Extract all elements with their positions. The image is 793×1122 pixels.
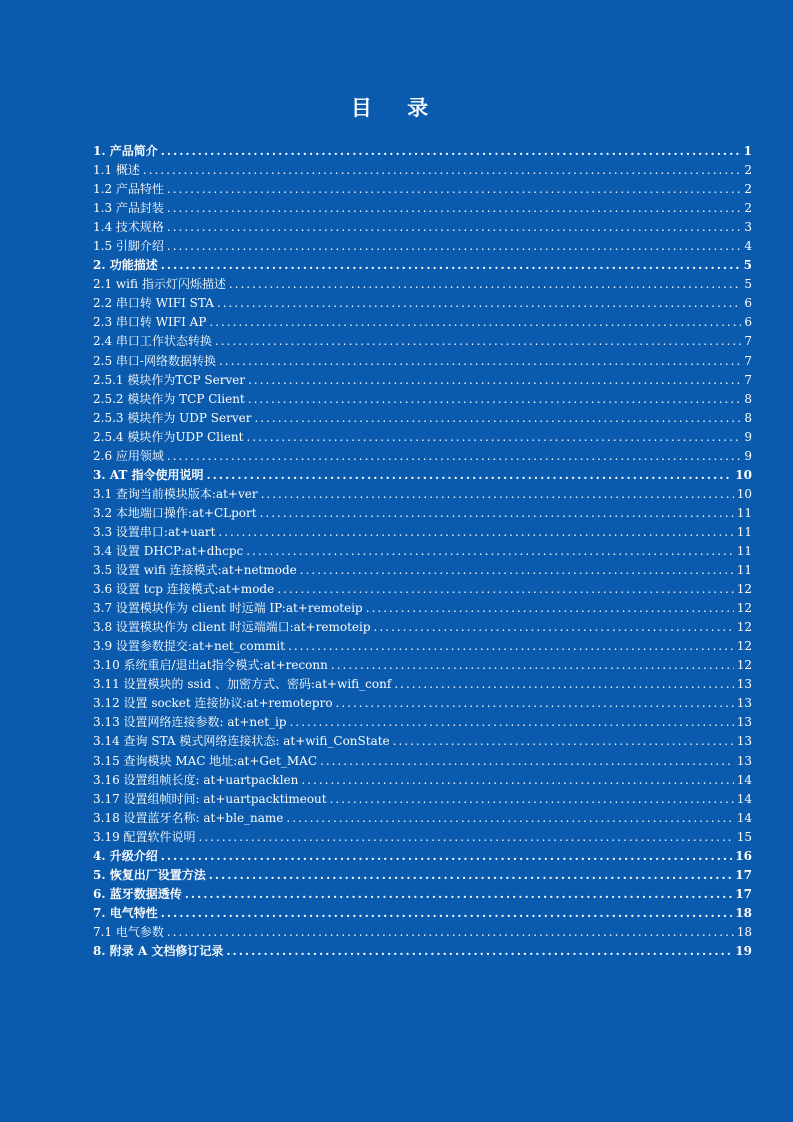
toc-leader-dots	[248, 390, 741, 409]
toc-entry-label: 2.5.4 模块作为UDP Client	[93, 429, 244, 444]
toc-entry-label: 2.2 串口转 WIFI STA	[93, 296, 214, 311]
toc-entry-label: 7.1 电气参数	[93, 924, 164, 939]
toc-entry-page-number: 2	[744, 182, 752, 197]
toc-entry[interactable]	[93, 542, 752, 561]
toc-leader-dots	[286, 809, 733, 828]
toc-entry-label: 3.12 设置 socket 连接协议:at+remotepro	[93, 696, 333, 711]
toc-entry-label: 3.6 设置 tcp 连接模式:at+mode	[93, 582, 275, 597]
toc-entry-label: 1.3 产品封装	[93, 201, 164, 216]
toc-leader-dots	[336, 694, 734, 713]
toc-entry[interactable]	[93, 866, 752, 885]
toc-leader-dots	[394, 675, 733, 694]
toc-entry[interactable]	[93, 942, 752, 961]
toc-entry-page-number: 13	[736, 753, 752, 768]
toc-leader-dots	[300, 561, 734, 580]
toc-entry[interactable]	[93, 523, 752, 542]
toc-title: 目 录	[350, 96, 443, 120]
toc-leader-dots	[161, 847, 733, 866]
toc-leader-dots	[330, 790, 734, 809]
toc-entry[interactable]	[93, 199, 752, 218]
toc-entry-label: 3.8 设置模块作为 client 时远端端口:at+remoteip	[93, 620, 371, 635]
toc-entry[interactable]	[93, 313, 752, 332]
toc-entry[interactable]	[93, 447, 752, 466]
toc-entry[interactable]	[93, 256, 752, 275]
toc-leader-dots	[320, 752, 734, 771]
toc-entry-page-number: 7	[744, 353, 752, 368]
toc-entry-page-number: 10	[735, 467, 752, 482]
toc-entry-page-number: 5	[744, 277, 752, 292]
toc-entry-page-number: 11	[736, 505, 752, 520]
toc-entry-page-number: 7	[744, 334, 752, 349]
toc-entry-page-number: 6	[744, 315, 752, 330]
toc-entry-label: 2.5.1 模块作为TCP Server	[93, 372, 246, 387]
toc-leader-dots	[261, 485, 734, 504]
toc-entry-page-number: 11	[736, 543, 752, 558]
toc-entry-label: 6. 蓝牙数据透传	[93, 886, 182, 901]
toc-entry-page-number: 14	[736, 791, 752, 806]
toc-entry[interactable]	[93, 390, 752, 409]
toc-entry-page-number: 18	[736, 924, 752, 939]
toc-leader-dots	[217, 294, 741, 313]
toc-entry-label: 2.1 wifi 指示灯闪烁描述	[93, 277, 226, 292]
toc-entry-label: 3.10 系统重启/退出at指令模式:at+reconn	[93, 658, 328, 673]
toc-leader-dots	[161, 904, 733, 923]
toc-entry[interactable]	[93, 713, 752, 732]
toc-leader-dots	[218, 523, 733, 542]
toc-entry-label: 3.3 设置串口:at+uart	[93, 524, 216, 539]
toc-leader-dots	[290, 713, 734, 732]
toc-leader-dots	[229, 275, 741, 294]
toc-entry-label: 2.6 应用领域	[93, 448, 164, 463]
toc-leader-dots	[185, 885, 733, 904]
toc-entry-label: 1.1 概述	[93, 163, 140, 178]
toc-entry-page-number: 19	[735, 943, 752, 958]
toc-entry-page-number: 13	[736, 734, 752, 749]
toc-entry[interactable]	[93, 352, 752, 371]
toc-entry-label: 3.13 设置网络连接参数: at+net_ip	[93, 715, 287, 730]
toc-entry[interactable]	[93, 752, 752, 771]
toc-entry[interactable]	[93, 828, 752, 847]
toc-entry[interactable]	[93, 275, 752, 294]
toc-entry[interactable]	[93, 428, 752, 447]
toc-leader-dots	[206, 466, 732, 485]
toc-entry[interactable]	[93, 332, 752, 351]
toc-entry-page-number: 2	[744, 201, 752, 216]
toc-entry-label: 3.9 设置参数提交:at+net_commit	[93, 639, 285, 654]
toc-entry-label: 3.2 本地端口操作:at+CLport	[93, 505, 257, 520]
toc-leader-dots	[331, 656, 734, 675]
toc-entry[interactable]	[93, 580, 752, 599]
toc-entry[interactable]	[93, 409, 752, 428]
toc-entry-label: 3.1 查询当前模块版本:at+ver	[93, 486, 258, 501]
toc-leader-dots	[366, 599, 734, 618]
toc-entry[interactable]	[93, 371, 752, 390]
toc-entry[interactable]	[93, 790, 752, 809]
toc-leader-dots	[393, 732, 734, 751]
toc-entry-label: 2. 功能描述	[93, 258, 158, 273]
toc-entry-page-number: 3	[744, 220, 752, 235]
toc-entry-page-number: 14	[736, 772, 752, 787]
toc-entry-label: 2.5.3 模块作为 UDP Server	[93, 410, 252, 425]
toc-entry-label: 3.14 查询 STA 模式网络连接状态: at+wifi_ConState	[93, 734, 390, 749]
toc-entry-label: 3.17 设置组帧时间: at+uartpacktimeout	[93, 791, 327, 806]
toc-entry-page-number: 8	[744, 391, 752, 406]
toc-entry-label: 2.4 串口工作状态转换	[93, 334, 212, 349]
toc-entry-label: 3.5 设置 wifi 连接模式:at+netmode	[93, 563, 297, 578]
toc-leader-dots	[209, 313, 741, 332]
toc-entry-page-number: 9	[744, 448, 752, 463]
toc-leader-dots	[301, 771, 733, 790]
toc-entry[interactable]	[93, 771, 752, 790]
toc-leader-dots	[219, 352, 741, 371]
toc-leader-dots	[143, 161, 741, 180]
toc-entry-page-number: 11	[736, 524, 752, 539]
toc-entry-label: 5. 恢复出厂设置方法	[93, 867, 206, 882]
toc-entry-page-number: 13	[736, 715, 752, 730]
toc-entry-label: 1.4 技术规格	[93, 220, 164, 235]
toc-entry-page-number: 12	[736, 582, 752, 597]
toc-entry-label: 3.4 设置 DHCP:at+dhcpc	[93, 543, 244, 558]
toc-leader-dots	[246, 428, 741, 447]
toc-entry[interactable]	[93, 885, 752, 904]
toc-entry[interactable]	[93, 694, 752, 713]
toc-entry[interactable]	[93, 294, 752, 313]
toc-entry-label: 2.5.2 模块作为 TCP Client	[93, 391, 245, 406]
toc-entry[interactable]	[93, 732, 752, 751]
toc-entry[interactable]	[93, 161, 752, 180]
toc-entry-page-number: 5	[743, 258, 752, 273]
toc-entry-label: 3. AT 指令使用说明	[93, 467, 204, 482]
toc-entry-page-number: 12	[736, 620, 752, 635]
toc-entry-page-number: 8	[744, 410, 752, 425]
toc-leader-dots	[277, 580, 734, 599]
toc-leader-dots	[167, 237, 741, 256]
toc-entry-page-number: 13	[736, 677, 752, 692]
toc-entry-page-number: 15	[736, 829, 752, 844]
toc-leader-dots	[374, 618, 734, 637]
toc-entry[interactable]	[93, 656, 752, 675]
toc-entry[interactable]	[93, 237, 752, 256]
toc-entry-label: 1. 产品简介	[93, 144, 158, 158]
toc-entry[interactable]	[93, 847, 752, 866]
toc-list	[93, 142, 752, 961]
toc-entry-label: 1.2 产品特性	[93, 182, 164, 197]
toc-entry-page-number: 12	[736, 658, 752, 673]
toc-entry-page-number: 17	[735, 886, 752, 901]
toc-entry[interactable]	[93, 485, 752, 504]
toc-entry[interactable]	[93, 675, 752, 694]
toc-entry[interactable]	[93, 904, 752, 923]
toc-entry[interactable]	[93, 599, 752, 618]
toc-leader-dots	[167, 180, 741, 199]
toc-entry-page-number: 16	[735, 848, 752, 863]
toc-entry-page-number: 14	[736, 810, 752, 825]
toc-entry-label: 8. 附录 A 文档修订记录	[93, 943, 224, 958]
toc-entry-label: 3.15 查询模块 MAC 地址:at+Get_MAC	[93, 753, 318, 768]
toc-leader-dots	[161, 142, 741, 161]
toc-leader-dots	[161, 256, 741, 275]
toc-entry-page-number: 2	[744, 163, 752, 178]
toc-leader-dots	[215, 332, 741, 351]
toc-entry[interactable]	[93, 561, 752, 580]
toc-entry[interactable]	[93, 466, 752, 485]
toc-entry-page-number: 10	[736, 486, 752, 501]
toc-leader-dots	[209, 866, 733, 885]
toc-entry[interactable]	[93, 809, 752, 828]
toc-entry[interactable]	[93, 180, 752, 199]
toc-leader-dots	[260, 504, 734, 523]
toc-leader-dots	[288, 637, 734, 656]
toc-entry-label: 3.7 设置模块作为 client 时远端 IP:at+remoteip	[93, 601, 363, 616]
toc-entry-label: 3.19 配置软件说明	[93, 829, 196, 844]
toc-entry[interactable]	[93, 923, 752, 942]
toc-entry[interactable]	[93, 637, 752, 656]
toc-entry-page-number: 9	[744, 429, 752, 444]
toc-entry[interactable]	[93, 218, 752, 237]
toc-entry-label: 3.16 设置组帧长度: at+uartpacklen	[93, 772, 299, 787]
toc-entry-label: 2.3 串口转 WIFI AP	[93, 315, 207, 330]
toc-entry-label: 3.18 设置蓝牙名称: at+ble_name	[93, 810, 284, 825]
toc-entry-label: 2.5 串口-网络数据转换	[93, 353, 216, 368]
toc-leader-dots	[167, 218, 741, 237]
toc-entry[interactable]	[93, 504, 752, 523]
toc-leader-dots	[167, 923, 734, 942]
toc-entry-label: 4. 升级介绍	[93, 848, 158, 863]
toc-entry-label: 3.11 设置模块的 ssid 、加密方式、密码:at+wifi_conf	[93, 677, 392, 692]
toc-entry-page-number: 4	[744, 239, 752, 254]
toc-entry-label: 1.5 引脚介绍	[93, 239, 164, 254]
toc-entry-page-number: 17	[735, 867, 752, 882]
toc-entry-page-number: 11	[736, 563, 752, 578]
toc-entry-page-number: 13	[736, 696, 752, 711]
toc-entry-page-number: 7	[744, 372, 752, 387]
toc-leader-dots	[248, 371, 741, 390]
toc-leader-dots	[167, 447, 741, 466]
toc-entry-page-number: 12	[736, 639, 752, 654]
toc-leader-dots	[167, 199, 741, 218]
toc-leader-dots	[254, 409, 741, 428]
toc-entry-page-number: 18	[735, 905, 752, 920]
toc-entry-page-number: 12	[736, 601, 752, 616]
toc-entry-label: 7. 电气特性	[93, 905, 158, 920]
toc-entry[interactable]	[93, 618, 752, 637]
toc-entry[interactable]	[93, 142, 752, 161]
toc-leader-dots	[246, 542, 733, 561]
toc-entry-page-number: 6	[744, 296, 752, 311]
toc-leader-dots	[226, 942, 732, 961]
toc-entry-page-number: 1	[743, 144, 752, 158]
toc-leader-dots	[199, 828, 734, 847]
